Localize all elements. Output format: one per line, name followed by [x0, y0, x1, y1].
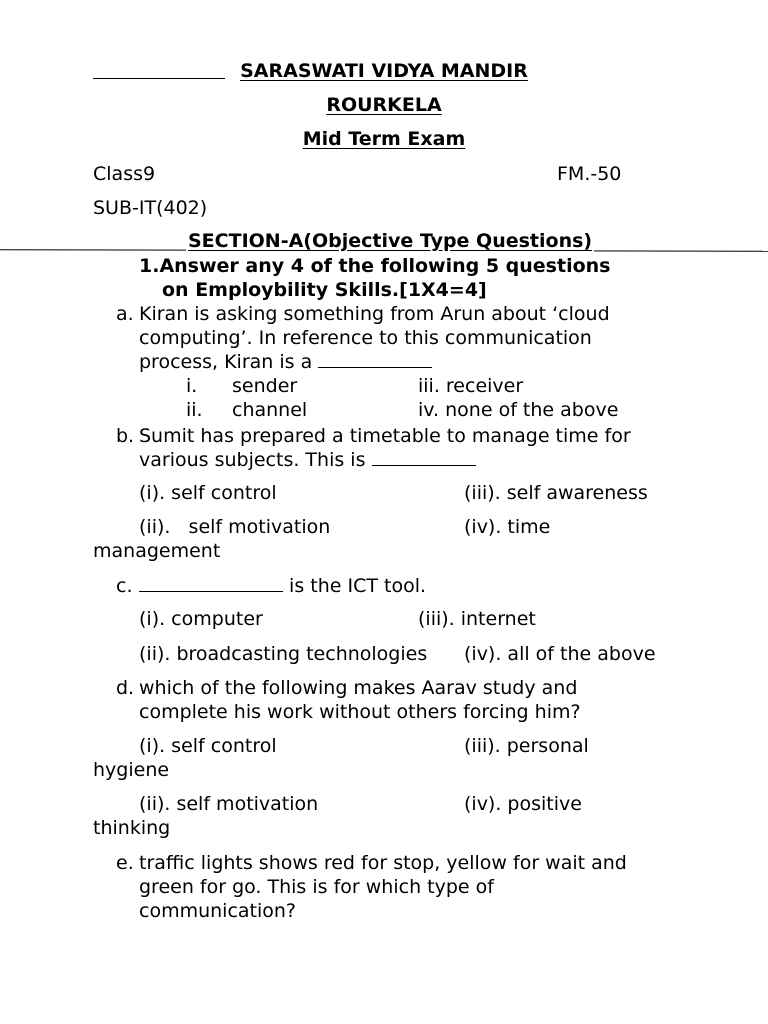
option-number: i.: [186, 375, 198, 397]
question-text: Kiran is asking something from Arun about ‘cloud: [139, 303, 610, 325]
answer-blank: [318, 351, 432, 368]
question-text-part: various subjects. This is: [139, 449, 372, 471]
option-text: (iv). positive: [464, 793, 582, 815]
option-text: (iii). personal: [464, 735, 589, 757]
question-marker: b.: [116, 425, 135, 447]
option-text: channel: [232, 399, 308, 421]
question-text: green for go. This is for which type of: [139, 876, 494, 898]
school-name: SARASWATI VIDYA MANDIR: [240, 60, 528, 82]
section-title: SECTION-A(Objective Type Questions): [188, 230, 593, 252]
exam-title: Mid Term Exam: [302, 128, 466, 150]
option-text: (iii). internet: [418, 608, 536, 630]
question-marker: d.: [116, 677, 135, 699]
answer-blank: [139, 575, 283, 592]
question-marker: c.: [116, 575, 133, 597]
option-text: (i). self control: [139, 735, 277, 757]
option-text: (ii). self motivation: [139, 793, 319, 815]
option-text: (iv). time: [464, 516, 551, 538]
option-text: management: [93, 540, 221, 562]
question-text: traffic lights shows red for stop, yellow for wait and: [139, 852, 627, 874]
question-marker: e.: [116, 852, 134, 874]
option-text: (i). self control: [139, 482, 277, 504]
option-text: (iii). self awareness: [464, 482, 648, 504]
option-text: sender: [232, 375, 298, 397]
answer-blank: [372, 449, 476, 466]
question-text-part: process, Kiran is a: [139, 351, 319, 373]
question-marker: a.: [116, 303, 134, 325]
question-text: complete his work without others forcing him?: [139, 701, 581, 723]
question-text: which of the following makes Aarav study and: [139, 677, 578, 699]
option-number: ii.: [186, 399, 203, 421]
option-text: (ii). broadcasting technologies: [139, 643, 428, 665]
question-text-part: is the ICT tool.: [283, 575, 427, 597]
city-name: ROURKELA: [326, 94, 442, 116]
question-text: [139, 574, 426, 598]
question-text: [139, 448, 476, 472]
option-text: iii. receiver: [418, 375, 524, 397]
option-text: (i). computer: [139, 608, 263, 630]
question-text: Sumit has prepared a timetable to manage time for: [139, 425, 631, 447]
section-instruction: on Employbility Skills.[1X4=4]: [162, 279, 487, 301]
question-text: [139, 350, 432, 374]
option-text: thinking: [93, 817, 171, 839]
section-instruction: 1.Answer any 4 of the following 5 questions: [139, 255, 611, 277]
subject-label: SUB-IT(402): [93, 197, 208, 219]
class-label: Class9: [93, 163, 156, 185]
question-text: communication?: [139, 900, 297, 922]
option-text: hygiene: [93, 759, 170, 781]
option-text: iv. none of the above: [418, 399, 619, 421]
question-text: computing’. In reference to this communication: [139, 327, 592, 349]
full-marks: FM.-50: [557, 163, 622, 185]
option-text: (ii). self motivation: [139, 516, 331, 538]
option-text: (iv). all of the above: [464, 643, 656, 665]
